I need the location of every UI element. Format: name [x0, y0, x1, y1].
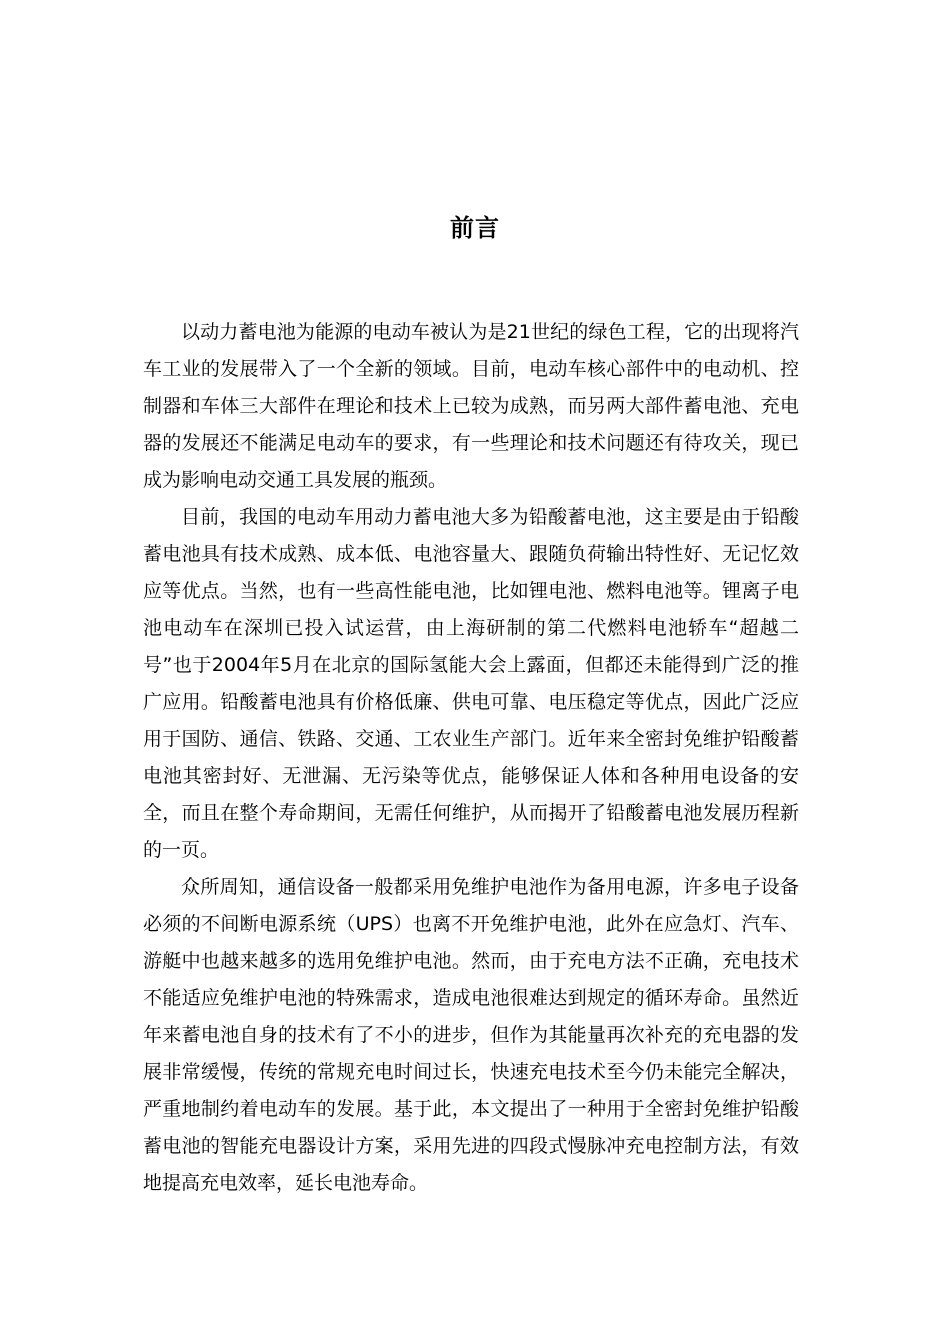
body-text: [143, 314, 799, 1202]
page-title: 前言: [450, 214, 500, 242]
paragraph-2: 目前，我国的电动车用动力蓄电池大多为铅酸蓄电池，这主要是由于铅酸蓄电池具有技术成熟、成本低、电池容量大、跟随负荷输出特性好、无记忆效应等优点。当然，也有一些高性能电池，比如锂电池、燃料电池等。锂离子电池电动车在深圳已投入试运营，由上海研制的第二代燃料电池轿车“超越二号”也于2004年5月在北京的国际氢能大会上露面，但都还未能得到广泛的推广应用。铅酸蓄电池具有价格低廉、供电可靠、电压稳定等优点，因此广泛应用于国防、通信、铁路、交通、工农业生产部门。近年来全密封免维护铅酸蓄电池其密封好、无泄漏、无污染等优点，能够保证人体和各种用电设备的安全，而且在整个寿命期间，无需任何维护，从而揭开了铅酸蓄电池发展历程新的一页。: [143, 506, 799, 861]
paragraph-3: 众所周知，通信设备一般都采用免维护电池作为备用电源，许多电子设备必须的不间断电源系统（UPS）也离不开免维护电池，此外在应急灯、汽车、游艇中也越来越多的选用免维护电池。然而，由于充电方法不正确，充电技术不能适应免维护电池的特殊需求，造成电池很难达到规定的循环寿命。虽然近年来蓄电池自身的技术有了不小的进步，但作为其能量再次补充的充电器的发展非常缓慢，传统的常规充电时间过长，快速充电技术至今仍未能完全解决，严重地制约着电动车的发展。基于此，本文提出了一种用于全密封免维护铅酸蓄电池的智能充电器设计方案，采用先进的四段式慢脉冲充电控制方法，有效地提高充电效率，延长电池寿命。: [143, 876, 799, 1194]
paragraph-1: 以动力蓄电池为能源的电动车被认为是21世纪的绿色工程，它的出现将汽车工业的发展带入了一个全新的领域。目前，电动车核心部件中的电动机、控制器和车体三大部件在理论和技术上已较为成熟，而另两大部件蓄电池、充电器的发展还不能满足电动车的要求，有一些理论和技术问题还有待攻关，现已成为影响电动交通工具发展的瓶颈。: [143, 321, 799, 491]
